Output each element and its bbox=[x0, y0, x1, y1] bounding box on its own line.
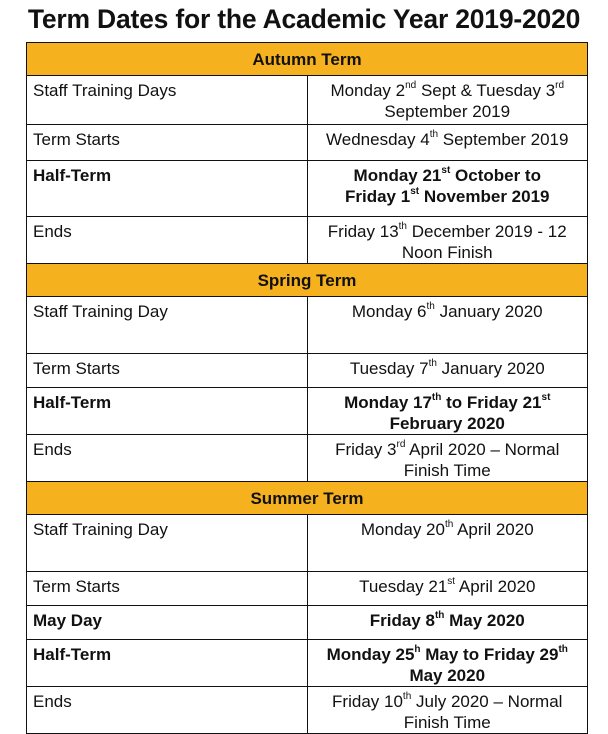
date-text: May to Friday 29 bbox=[420, 645, 559, 664]
ordinal-suffix: st bbox=[447, 576, 456, 588]
date-row-label: Ends bbox=[27, 217, 308, 264]
date-row-label: Staff Training Days bbox=[27, 76, 308, 125]
date-text: Wednesday 4 bbox=[326, 130, 430, 149]
date-row-value bbox=[307, 640, 588, 687]
term-dates-table bbox=[26, 42, 588, 734]
date-text: October to bbox=[450, 166, 541, 185]
date-row-value bbox=[307, 572, 588, 606]
term-header: Spring Term bbox=[27, 264, 588, 297]
date-text: Tuesday 21 bbox=[359, 577, 448, 596]
date-row-label: Ends bbox=[27, 435, 308, 482]
ordinal-suffix: rd bbox=[555, 80, 565, 92]
date-text: Friday 13 bbox=[327, 222, 399, 241]
date-row-label: Half-Term bbox=[27, 640, 308, 687]
term-dates-body bbox=[27, 43, 588, 734]
term-header-row bbox=[27, 482, 588, 515]
date-row-value bbox=[307, 297, 588, 354]
date-row bbox=[27, 297, 588, 354]
date-row-label: Half-Term bbox=[27, 161, 308, 217]
date-text: July 2020 – Normal Finish Time bbox=[403, 692, 563, 732]
date-line bbox=[312, 576, 584, 597]
date-text: September 2019 bbox=[438, 130, 569, 149]
term-header-row bbox=[27, 264, 588, 297]
date-line bbox=[312, 129, 584, 150]
ordinal-suffix: th bbox=[431, 392, 442, 404]
date-text: Monday 17 bbox=[344, 393, 432, 412]
ordinal-suffix: th bbox=[428, 358, 437, 370]
ordinal-suffix: th bbox=[429, 129, 439, 141]
date-row bbox=[27, 515, 588, 572]
ordinal-suffix: th bbox=[426, 301, 435, 313]
date-row bbox=[27, 640, 588, 687]
date-row bbox=[27, 687, 588, 734]
date-row-value bbox=[307, 435, 588, 482]
date-line bbox=[312, 519, 584, 540]
date-row bbox=[27, 572, 588, 606]
date-row bbox=[27, 217, 588, 264]
term-header-row bbox=[27, 43, 588, 76]
date-line bbox=[312, 644, 584, 686]
date-line bbox=[312, 358, 584, 379]
date-row-value bbox=[307, 161, 588, 217]
date-row-value bbox=[307, 388, 588, 435]
date-row-value bbox=[307, 606, 588, 640]
date-text: Friday 1 bbox=[344, 187, 411, 206]
date-row-label: Term Starts bbox=[27, 125, 308, 161]
date-row-label: Staff Training Day bbox=[27, 297, 308, 354]
date-line bbox=[312, 691, 584, 733]
date-text: February 2020 bbox=[389, 414, 505, 433]
page-title: Term Dates for the Academic Year 2019-2020 bbox=[27, 4, 581, 34]
date-text: January 2020 bbox=[434, 302, 543, 321]
date-text: May 2020 bbox=[444, 611, 525, 630]
date-row bbox=[27, 606, 588, 640]
date-text: September 2019 bbox=[384, 102, 511, 121]
ordinal-suffix: th bbox=[398, 221, 407, 233]
date-row-value bbox=[307, 217, 588, 264]
date-row-label: Term Starts bbox=[27, 572, 308, 606]
date-row bbox=[27, 354, 588, 388]
date-text: April 2020 bbox=[453, 520, 534, 539]
ordinal-suffix: nd bbox=[405, 80, 417, 92]
date-text: April 2020 – Normal Finish Time bbox=[403, 440, 560, 480]
date-row-label: Term Starts bbox=[27, 354, 308, 388]
date-row-value bbox=[307, 515, 588, 572]
ordinal-suffix: th bbox=[558, 644, 568, 656]
date-text: December 2019 - 12 Noon Finish bbox=[401, 222, 567, 262]
date-text: Monday 21 bbox=[353, 166, 442, 185]
date-line bbox=[312, 392, 584, 434]
ordinal-suffix: st bbox=[541, 392, 551, 404]
date-row-label: Staff Training Day bbox=[27, 515, 308, 572]
date-row-value bbox=[307, 76, 588, 125]
ordinal-suffix: st bbox=[441, 165, 451, 177]
date-text: May 2020 bbox=[409, 666, 486, 685]
date-line bbox=[312, 80, 584, 122]
date-line bbox=[312, 186, 584, 207]
date-line bbox=[312, 301, 584, 322]
date-row-label: Half-Term bbox=[27, 388, 308, 435]
ordinal-suffix: st bbox=[410, 186, 420, 198]
date-text: April 2020 bbox=[455, 577, 536, 596]
date-row bbox=[27, 125, 588, 161]
date-row-label: May Day bbox=[27, 606, 308, 640]
ordinal-suffix: h bbox=[414, 644, 421, 656]
date-row bbox=[27, 435, 588, 482]
date-text: Friday 3 bbox=[335, 440, 397, 459]
date-text: January 2020 bbox=[436, 359, 545, 378]
date-text: Monday 6 bbox=[351, 302, 427, 321]
date-line bbox=[312, 439, 584, 481]
date-row-value bbox=[307, 354, 588, 388]
date-text: Friday 8 bbox=[369, 611, 435, 630]
ordinal-suffix: th bbox=[402, 691, 412, 703]
date-text: Sept & Tuesday 3 bbox=[416, 81, 556, 100]
date-line bbox=[312, 221, 584, 263]
date-line bbox=[312, 610, 584, 631]
date-line bbox=[312, 165, 584, 186]
date-row-value bbox=[307, 125, 588, 161]
date-row bbox=[27, 388, 588, 435]
date-row bbox=[27, 161, 588, 217]
date-text: November 2019 bbox=[419, 187, 550, 206]
term-header: Autumn Term bbox=[27, 43, 588, 76]
date-text: to Friday 21 bbox=[441, 393, 542, 412]
date-text: Tuesday 7 bbox=[349, 359, 429, 378]
date-row-value bbox=[307, 687, 588, 734]
date-text: Monday 25 bbox=[326, 645, 415, 664]
date-text: Friday 10 bbox=[332, 692, 403, 711]
ordinal-suffix: rd bbox=[396, 439, 406, 451]
ordinal-suffix: th bbox=[444, 519, 454, 531]
ordinal-suffix: th bbox=[434, 610, 445, 622]
date-text: Monday 20 bbox=[360, 520, 445, 539]
date-row-label: Ends bbox=[27, 687, 308, 734]
date-row bbox=[27, 76, 588, 125]
term-header: Summer Term bbox=[27, 482, 588, 515]
date-text: Monday 2 bbox=[330, 81, 406, 100]
